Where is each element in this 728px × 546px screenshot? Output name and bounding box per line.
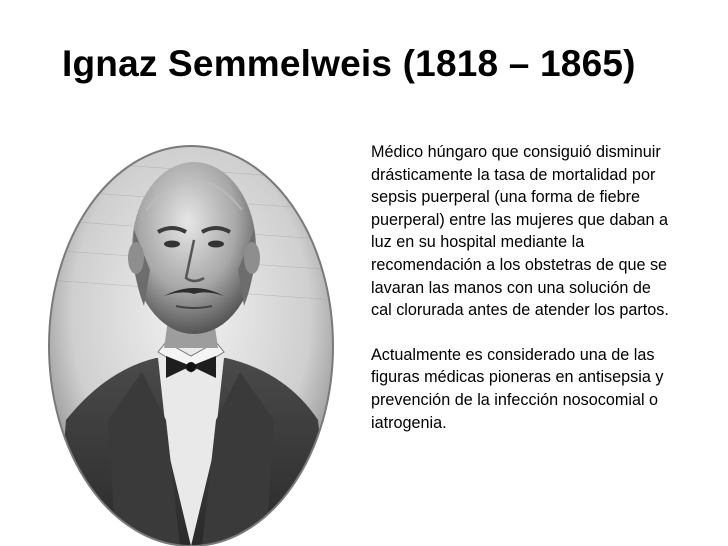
paragraph-legacy: Actualmente es considerado una de las figuras médicas pioneras en antisepsia y prevención de la infección nosocomial o iatrogenia. [371, 345, 664, 432]
biography-text [371, 141, 671, 434]
paragraph-biography: Médico húngaro que consiguió disminuir drásticamente la tasa de mortalidad por sepsis puerperal (una forma de fiebre puerperal) entre las mujeres que daban a luz en su hospital mediante la recomendación a los obstetras de que se lavaran las manos con una solución de cal clorurada antes de atender los partos. [371, 143, 669, 320]
slide-title: Ignaz Semmelweis (1818 – 1865) [62, 43, 636, 84]
portrait-engraving [46, 120, 336, 546]
